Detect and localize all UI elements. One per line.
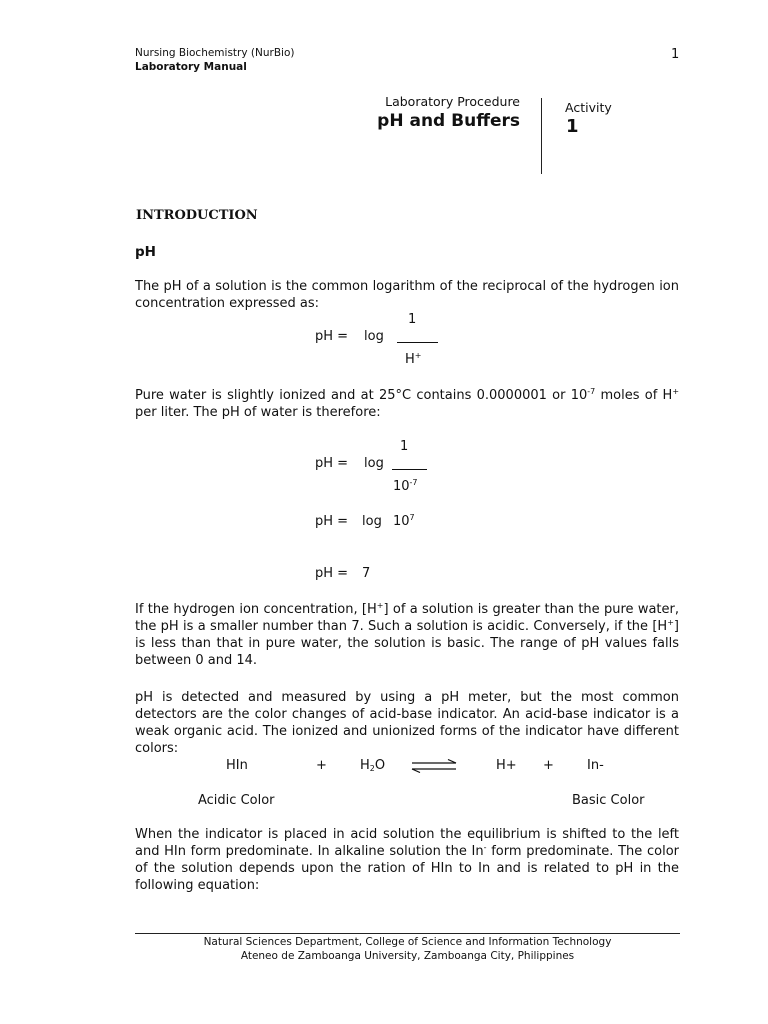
eq4-value: 7 (362, 566, 371, 581)
eq2-denominator: $10^{-7}$ (393, 478, 418, 494)
eq4-lhs: pH = (315, 566, 349, 581)
equilibrium-arrows-icon (410, 759, 458, 773)
paragraph-acidic-basic: If the hydrogen ion concentration, [H+] of a solution is greater than the pure water, the pH is a smaller number than 7. Such a solution is acidic. Conversely, if the [H+] is less than that in pure water, the solution is basic. The range of pH values falls between 0 and 14. (135, 601, 680, 668)
procedure-label: Laboratory Procedure (385, 94, 520, 109)
paragraph-ph-definition: The pH of a solution is the common logarithm of the reciprocal of the hydrogen ion concentration expressed as: (135, 279, 679, 311)
eq2-numerator: 1 (400, 439, 409, 454)
reaction-plus-2: + (543, 758, 554, 773)
reaction-plus-1: + (316, 758, 327, 773)
eq1-denominator: H+ (405, 351, 422, 367)
eq2-log: log (364, 456, 384, 471)
page-number: 1 (671, 47, 680, 62)
reaction-product-in: In- (587, 758, 604, 773)
eq3-log: log (362, 514, 382, 529)
reaction-reactant-hin: HIn (226, 758, 248, 773)
header-manual: Laboratory Manual (135, 61, 247, 73)
eq3-lhs: pH = (315, 514, 349, 529)
title-divider (541, 98, 542, 174)
reaction-reactant-water: $H_2O$ (360, 758, 386, 773)
section-heading-introduction: INTRODUCTION (136, 208, 258, 223)
paragraph-indicator-equilibrium: When the indicator is placed in acid solution the equilibrium is shifted to the left and HIn form predominate. In alkaline solution the In- form predominate. The color of the solution depends upon the ration of HIn to In and is related to pH in the following equation: (135, 827, 679, 893)
paragraph-ph-detection: pH is detected and measured by using a pH meter, but the most common detectors are the color changes of acid-base indicator. An acid-base indicator is a weak organic acid. The ionized and unionized forms of the indicator have different colors: (135, 690, 679, 756)
reaction-product-hplus: H+ (496, 758, 517, 773)
eq2-fraction-bar (392, 469, 427, 470)
footer-line-1: Natural Sciences Department, College of Science and Information Technology (203, 936, 612, 948)
paragraph-pure-water: Pure water is slightly ionized and at 25°C contains 0.0000001 or $10^{-7}$ moles of H+ per liter. The pH of water is therefore: (135, 387, 680, 420)
activity-number: 1 (566, 116, 579, 137)
eq3-value: $10^7$ (393, 513, 415, 529)
activity-label: Activity (565, 100, 612, 115)
subsection-heading-ph: pH (135, 244, 156, 260)
eq1-fraction-bar (397, 342, 438, 343)
header-course: Nursing Biochemistry (NurBio) (135, 47, 295, 59)
footer-line-2: Ateneo de Zamboanga University, Zamboanga City, Philippines (240, 950, 575, 962)
basic-color-label: Basic Color (572, 793, 645, 808)
eq1-numerator: 1 (408, 312, 417, 327)
eq1-lhs: pH = (315, 329, 349, 344)
eq2-lhs: pH = (315, 456, 349, 471)
footer-rule (135, 933, 680, 934)
eq1-log: log (364, 329, 384, 344)
acidic-color-label: Acidic Color (198, 793, 275, 808)
procedure-title: pH and Buffers (377, 111, 520, 131)
